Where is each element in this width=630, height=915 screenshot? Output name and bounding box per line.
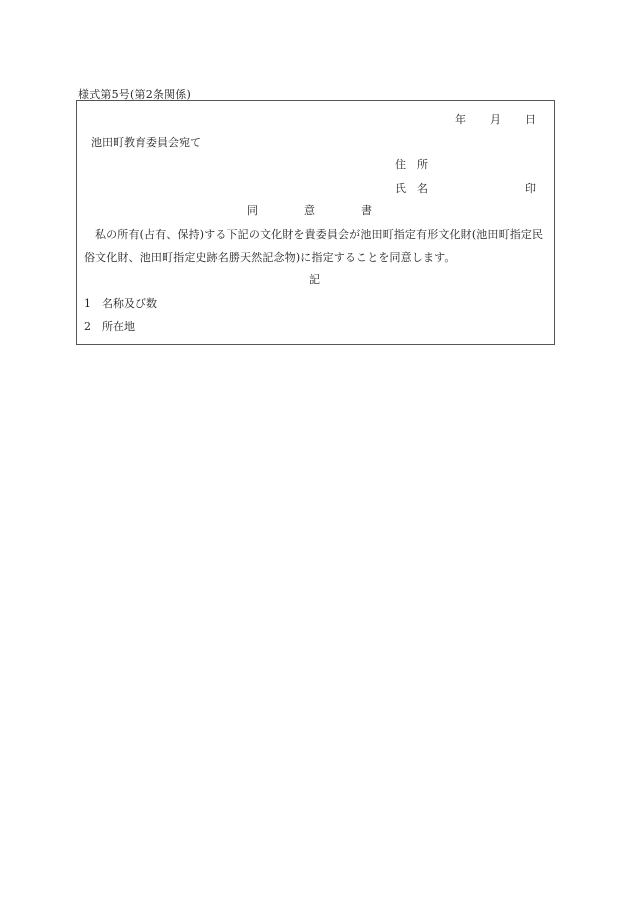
- item-number: 1: [84, 297, 91, 310]
- name-label: 氏 名: [395, 182, 428, 195]
- consent-body-text: 私の所有(占有、保持)する下記の文化財を貴委員会が池田町指定有形文化財(池田町指定民俗文化財、池田町指定史跡名勝天然記念物)に指定することを同意します。: [84, 228, 544, 264]
- date-line: [455, 111, 536, 127]
- date-day-label: 日: [525, 113, 536, 126]
- title-char-3: 書: [361, 204, 372, 217]
- form-number-label: 様式第5号(第2条関係): [78, 88, 191, 101]
- address-label: 住 所: [395, 158, 428, 171]
- date-year-label: 年: [455, 113, 466, 126]
- item-number: 2: [84, 320, 91, 333]
- list-item: [84, 318, 135, 334]
- date-month-label: 月: [490, 113, 501, 126]
- item-label: 名称及び数: [102, 297, 157, 310]
- consent-form-box: [76, 100, 555, 345]
- addressee: 池田町教育委員会宛て: [91, 136, 201, 149]
- item-label: 所在地: [102, 320, 135, 333]
- title-char-1: 同: [247, 204, 258, 217]
- document-title: [247, 202, 372, 218]
- title-char-2: 意: [304, 204, 315, 217]
- ki-heading: 記: [309, 273, 320, 286]
- list-item: [84, 295, 157, 311]
- seal-mark: 印: [525, 182, 536, 195]
